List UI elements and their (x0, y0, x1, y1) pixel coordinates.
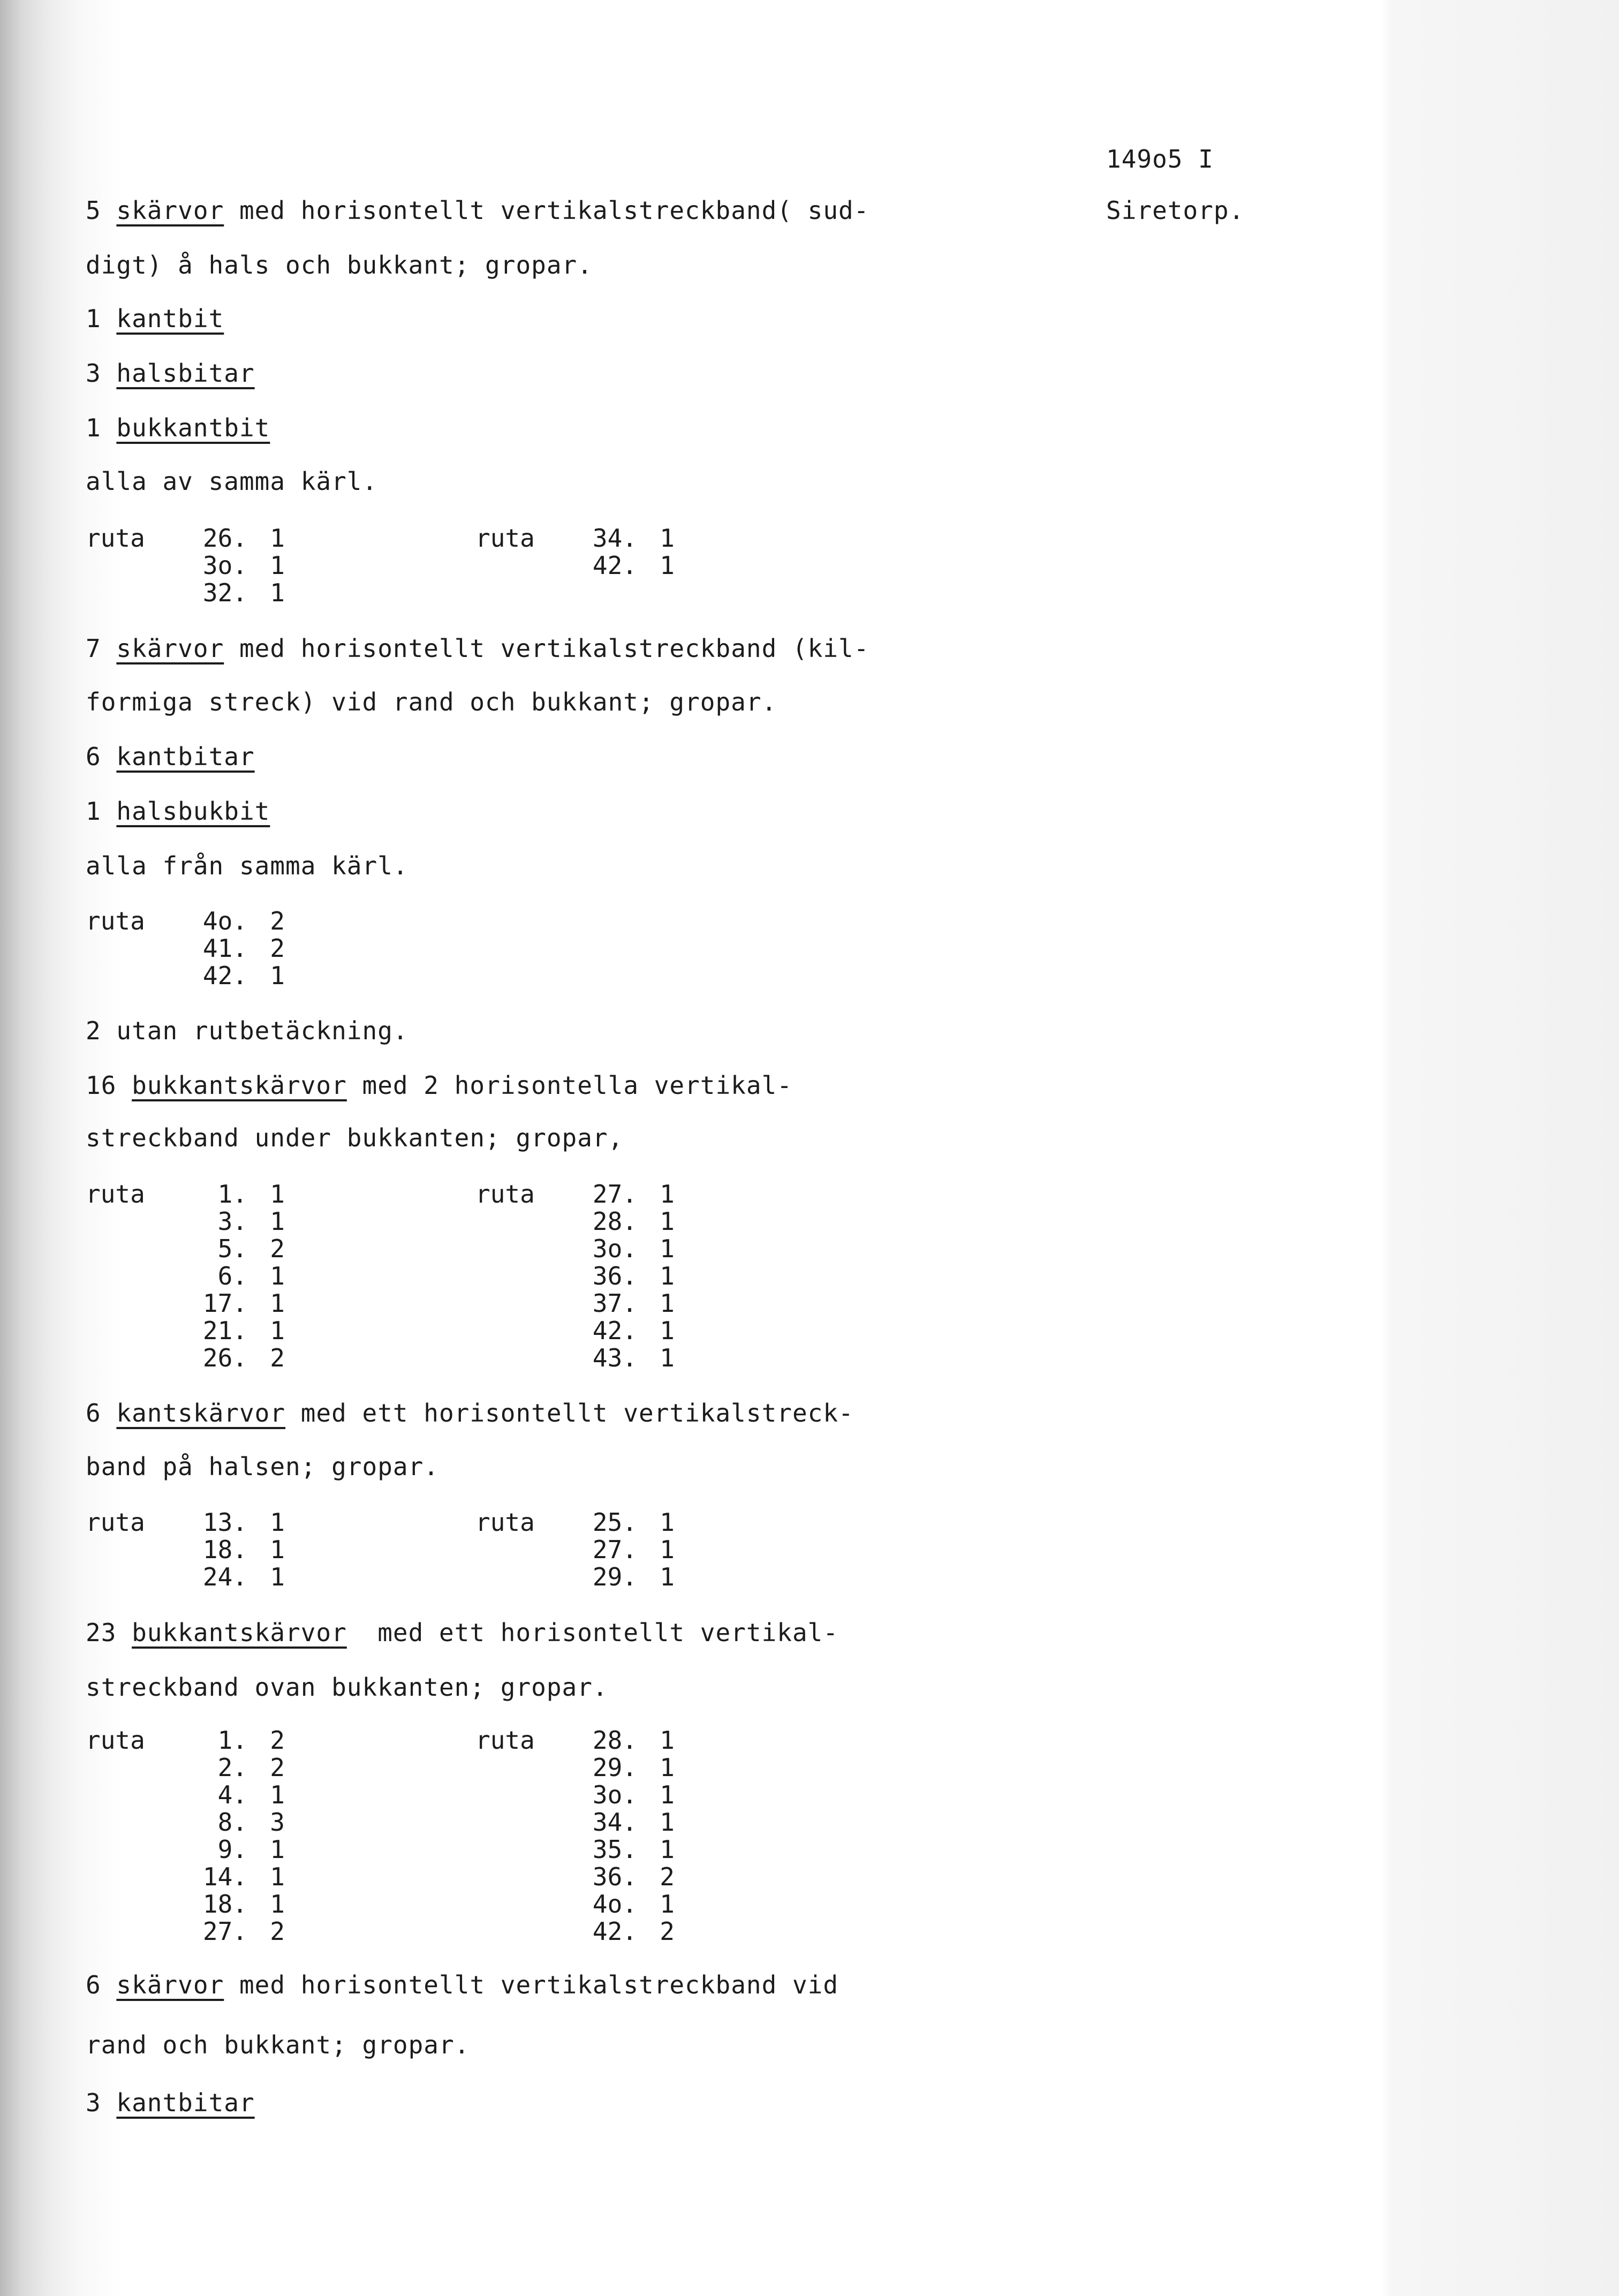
square-number: 17. (202, 1289, 247, 1318)
square-number: 42. (202, 961, 247, 990)
square-number: 42. (592, 1316, 637, 1345)
square-number: 3o. (202, 551, 247, 580)
square-number: 13. (202, 1508, 247, 1537)
sherd-count: 1 (660, 1535, 675, 1564)
square-row (86, 1317, 285, 1345)
square-number: 43. (592, 1343, 637, 1372)
square-table-left (86, 908, 285, 990)
square-row (86, 935, 285, 962)
item-line (86, 413, 270, 442)
underlined-term: kantbit (116, 304, 224, 333)
square-row (86, 1918, 285, 1945)
sherd-count: 1 (270, 1262, 285, 1290)
square-row (475, 1536, 675, 1564)
sherd-count: 1 (660, 1562, 675, 1591)
square-number: 27. (592, 1180, 637, 1209)
square-label: ruta (475, 1180, 535, 1209)
sherd-count: 1 (270, 1890, 285, 1919)
description-text: med horisontellt vertikalstreckband (kil- (224, 634, 869, 663)
square-number: 29. (592, 1753, 637, 1782)
square-row (86, 1290, 285, 1317)
sherd-count: 1 (270, 1535, 285, 1564)
count: 6 (86, 1399, 101, 1428)
square-number: 28. (592, 1726, 637, 1755)
square-number: 14. (202, 1862, 247, 1891)
sherd-count: 1 (660, 524, 675, 553)
square-number: 42. (592, 551, 637, 580)
sherd-count: 2 (270, 907, 285, 935)
sherd-count: 2 (660, 1917, 675, 1946)
square-table-left (86, 525, 285, 607)
sherd-count: 3 (270, 1808, 285, 1837)
entry-line (86, 634, 869, 663)
square-table-right (475, 1727, 675, 1945)
square-table-right (475, 1181, 675, 1372)
square-label: ruta (86, 1180, 145, 1209)
sherd-count: 1 (660, 1753, 675, 1782)
underlined-term: halsbitar (116, 359, 255, 388)
square-number: 32. (202, 578, 247, 607)
square-row (86, 1208, 285, 1235)
square-row (475, 1809, 675, 1836)
square-number: 28. (592, 1207, 637, 1236)
square-number: 24. (202, 1562, 247, 1591)
square-number: 36. (592, 1262, 637, 1290)
description-text: med horisontellt vertikalstreckband( sud- (224, 196, 869, 225)
entry-line (86, 1970, 838, 1999)
count: 5 (86, 196, 101, 225)
sherd-count: 1 (270, 524, 285, 553)
square-number: 4o. (202, 907, 247, 935)
square-table-left (86, 1181, 285, 1372)
square-row (475, 1317, 675, 1345)
square-row (86, 1263, 285, 1290)
count: 1 (86, 413, 101, 442)
square-row (475, 1509, 675, 1536)
sherd-count: 1 (270, 1180, 285, 1209)
square-number: 27. (202, 1917, 247, 1946)
square-number: 1. (217, 1726, 247, 1755)
square-number: 42. (592, 1917, 637, 1946)
sherd-count: 1 (270, 1780, 285, 1809)
square-row (475, 1345, 675, 1372)
sherd-count: 1 (270, 551, 285, 580)
sherd-count: 2 (660, 1862, 675, 1891)
entry-line-continuation: rand och bukkant; gropar. (86, 2030, 470, 2059)
description-text: med 2 horisontella vertikal- (346, 1071, 792, 1100)
square-row (475, 1754, 675, 1781)
count: 6 (86, 1970, 101, 1999)
sherd-count: 2 (270, 934, 285, 963)
sherd-count: 1 (660, 1726, 675, 1755)
item-line (86, 359, 255, 388)
sherd-count: 1 (270, 578, 285, 607)
square-table-left (86, 1727, 285, 1945)
square-label: ruta (86, 1726, 145, 1755)
square-row (475, 1836, 675, 1863)
underlined-term: bukkantskärvor (132, 1071, 347, 1100)
square-row (86, 1727, 285, 1754)
description-text: med horisontellt vertikalstreckband vid (224, 1970, 839, 1999)
note-line: alla från samma kärl. (86, 851, 408, 880)
square-number: 3. (217, 1207, 247, 1236)
square-row (86, 908, 285, 935)
count: 16 (86, 1071, 117, 1100)
sherd-count: 1 (660, 1780, 675, 1809)
square-number: 9. (217, 1835, 247, 1864)
square-number: 34. (592, 1808, 637, 1837)
square-row (86, 525, 285, 552)
sherd-count: 1 (660, 1343, 675, 1372)
square-row (475, 1263, 675, 1290)
square-number: 5. (217, 1234, 247, 1263)
square-number: 36. (592, 1862, 637, 1891)
count: 1 (86, 304, 101, 333)
sherd-count: 1 (660, 1180, 675, 1209)
sherd-count: 1 (660, 1316, 675, 1345)
item-line (86, 742, 255, 771)
sherd-count: 1 (660, 1508, 675, 1537)
square-row (475, 1891, 675, 1918)
underlined-term: kantbitar (116, 742, 255, 771)
count: 1 (86, 797, 101, 826)
square-row (475, 1918, 675, 1945)
square-row (86, 1345, 285, 1372)
archive-number: 149o5 I (1106, 145, 1214, 173)
sherd-count: 1 (660, 1808, 675, 1837)
square-label: ruta (475, 524, 535, 553)
square-number: 34. (592, 524, 637, 553)
square-row (475, 1781, 675, 1809)
entry-line-continuation: formiga streck) vid rand och bukkant; gropar. (86, 688, 777, 716)
square-number: 3o. (592, 1780, 637, 1809)
note-line: alla av samma kärl. (86, 467, 378, 496)
square-number: 6. (217, 1262, 247, 1290)
entry-line (86, 196, 869, 225)
square-label: ruta (86, 524, 145, 553)
sherd-count: 1 (660, 1890, 675, 1919)
sherd-count: 1 (660, 1289, 675, 1318)
square-table-left (86, 1509, 285, 1591)
count: 6 (86, 742, 101, 771)
square-row (475, 1727, 675, 1754)
sherd-count: 2 (270, 1917, 285, 1946)
count: 3 (86, 2088, 101, 2117)
sherd-count: 1 (660, 1207, 675, 1236)
underlined-term: skärvor (116, 634, 224, 663)
square-number: 35. (592, 1835, 637, 1864)
square-number: 4o. (592, 1890, 637, 1919)
square-row (86, 579, 285, 607)
entry-line-continuation: streckband ovan bukkanten; gropar. (86, 1673, 608, 1702)
square-number: 21. (202, 1316, 247, 1345)
square-number: 26. (202, 1343, 247, 1372)
sherd-count: 1 (270, 1289, 285, 1318)
sherd-count: 1 (660, 1234, 675, 1263)
square-row (86, 1863, 285, 1891)
square-row (475, 1235, 675, 1263)
square-row (86, 552, 285, 579)
square-number: 18. (202, 1535, 247, 1564)
square-number: 3o. (592, 1234, 637, 1263)
sherd-count: 2 (270, 1753, 285, 1782)
note-line: 2 utan rutbetäckning. (86, 1016, 408, 1045)
square-label: ruta (86, 907, 145, 935)
square-number: 1. (217, 1180, 247, 1209)
item-line (86, 2088, 255, 2117)
square-row (86, 1781, 285, 1809)
square-row (475, 1208, 675, 1235)
square-row (86, 1564, 285, 1591)
underlined-term: skärvor (116, 196, 224, 225)
underlined-term: kantbitar (116, 2088, 255, 2117)
underlined-term: skärvor (116, 1970, 224, 1999)
square-number: 29. (592, 1562, 637, 1591)
sherd-count: 1 (660, 1835, 675, 1864)
entry-line-continuation: streckband under bukkanten; gropar, (86, 1123, 624, 1152)
square-row (86, 1836, 285, 1863)
square-row (475, 1564, 675, 1591)
square-row (475, 1863, 675, 1891)
entry-line-continuation: band på halsen; gropar. (86, 1452, 439, 1481)
square-label: ruta (475, 1508, 535, 1537)
square-row (475, 525, 675, 552)
square-table-right (475, 1509, 675, 1591)
square-row (86, 962, 285, 990)
underlined-term: halsbukbit (116, 797, 270, 826)
sherd-count: 1 (660, 551, 675, 580)
sherd-count: 2 (270, 1343, 285, 1372)
entry-line (86, 1071, 792, 1100)
square-number: 41. (202, 934, 247, 963)
entry-line (86, 1618, 838, 1647)
square-row (475, 1290, 675, 1317)
sherd-count: 2 (270, 1726, 285, 1755)
square-row (86, 1235, 285, 1263)
sherd-count: 1 (270, 1316, 285, 1345)
sherd-count: 1 (660, 1262, 675, 1290)
square-number: 25. (592, 1508, 637, 1537)
sherd-count: 1 (270, 1508, 285, 1537)
square-number: 27. (592, 1535, 637, 1564)
site-name: Siretorp. (1106, 196, 1245, 225)
item-line (86, 797, 270, 826)
sherd-count: 1 (270, 1862, 285, 1891)
count: 3 (86, 359, 101, 388)
underlined-term: bukkantbit (116, 413, 270, 442)
square-row (86, 1891, 285, 1918)
count: 23 (86, 1618, 117, 1647)
sherd-count: 1 (270, 1835, 285, 1864)
square-row (86, 1509, 285, 1536)
square-label: ruta (86, 1508, 145, 1537)
sherd-count: 2 (270, 1234, 285, 1263)
square-number: 26. (202, 524, 247, 553)
underlined-term: kantskärvor (116, 1399, 286, 1428)
sherd-count: 1 (270, 961, 285, 990)
sherd-count: 1 (270, 1562, 285, 1591)
square-row (475, 1181, 675, 1208)
item-line (86, 304, 224, 333)
square-number: 4. (217, 1780, 247, 1809)
square-row (86, 1181, 285, 1208)
square-number: 2. (217, 1753, 247, 1782)
description-text: med ett horisontellt vertikal- (346, 1618, 839, 1647)
square-number: 18. (202, 1890, 247, 1919)
square-row (475, 552, 675, 579)
square-number: 8. (217, 1808, 247, 1837)
square-row (86, 1536, 285, 1564)
entry-line-continuation: digt) å hals och bukkant; gropar. (86, 251, 593, 280)
count: 7 (86, 634, 101, 663)
square-row (86, 1809, 285, 1836)
square-number: 37. (592, 1289, 637, 1318)
square-row (86, 1754, 285, 1781)
underlined-term: bukkantskärvor (132, 1618, 347, 1647)
entry-line (86, 1399, 854, 1428)
description-text: med ett horisontellt vertikalstreck- (285, 1399, 854, 1428)
sherd-count: 1 (270, 1207, 285, 1236)
square-label: ruta (475, 1726, 535, 1755)
square-table-right (475, 525, 675, 579)
